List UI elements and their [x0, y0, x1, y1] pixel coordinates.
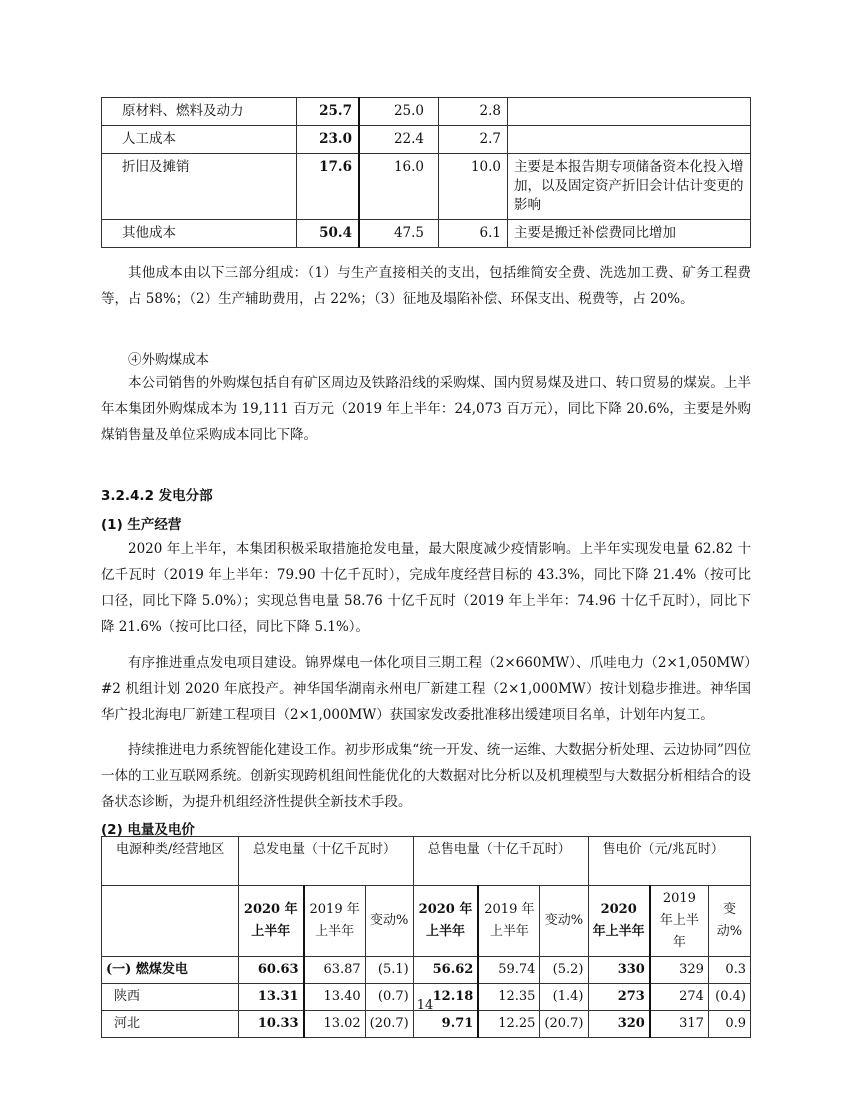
- header-change: 变动%: [365, 886, 413, 957]
- price-2020: 330: [588, 957, 650, 984]
- price-2019: 274: [650, 984, 709, 1011]
- cost-change: 6.1: [439, 220, 508, 248]
- cost-change: 10.0: [439, 154, 508, 220]
- gen-2019: 13.02: [304, 1011, 366, 1038]
- sales-2019: 59.74: [478, 957, 540, 984]
- cost-2019: 16.0: [359, 154, 439, 220]
- cost-note: 主要是本报告期专项储备资本化投入增加，以及固定资产折旧会计估计变更的影响: [508, 154, 751, 220]
- header-2019: 2019 年上半年: [478, 886, 540, 957]
- header-generation: 总发电量（十亿千瓦时）: [239, 837, 414, 886]
- header-2020: 2020 年上半年: [239, 886, 304, 957]
- header-empty: [102, 886, 239, 957]
- cost-item: 原材料、燃料及动力: [102, 98, 297, 126]
- table-row: [102, 957, 751, 984]
- cost-item: 其他成本: [102, 220, 297, 248]
- cost-note: [508, 126, 751, 154]
- price-2019: 329: [650, 957, 709, 984]
- other-cost-paragraph: 其他成本由以下三部分组成：（1）与生产直接相关的支出，包括维简安全费、洗选加工费、矿务工程费等，占 58%；（2）生产辅助费用，占 22%；（3）征地及塌陷补偿、环保支出、税费等，占 20%。: [101, 265, 751, 307]
- gen-2020: 60.63: [239, 957, 304, 984]
- table-row: [102, 220, 751, 248]
- section-heading: 3.2.4.2 发电分部: [101, 488, 213, 504]
- cost-2020: 23.0: [297, 126, 360, 154]
- gen-change: (5.1): [365, 957, 413, 984]
- price-2020: 273: [588, 984, 650, 1011]
- cost-item: 人工成本: [102, 126, 297, 154]
- header-change: 变动%: [540, 886, 588, 957]
- cost-2020: 25.7: [297, 98, 360, 126]
- cost-note: 主要是搬迁补偿费同比增加: [508, 220, 751, 248]
- table-header-row: [102, 837, 751, 886]
- table-subheader-row: [102, 886, 751, 957]
- header-type-region: 电源种类/经营地区: [102, 837, 239, 886]
- cost-2020: 17.6: [297, 154, 360, 220]
- sales-2020: 12.18: [413, 984, 478, 1011]
- header-sales: 总售电量（十亿千瓦时）: [413, 837, 588, 886]
- cost-2019: 22.4: [359, 126, 439, 154]
- gen-change: (0.7): [365, 984, 413, 1011]
- header-2019: 2019 年上半年: [650, 886, 709, 957]
- cost-change: 2.8: [439, 98, 508, 126]
- table-row: [102, 154, 751, 220]
- purchased-coal-title: ④外购煤成本: [128, 352, 209, 368]
- production-paragraph-3: 持续推进电力系统智能化建设工作。初步形成集“统一开发、统一运维、大数据分析处理、云边协同”四位一体的工业互联网系统。创新实现跨机组间性能优化的大数据对比分析以及机理模型与大数据分析相结合的设备状态诊断，为提升机组经济性提供全新技术手段。: [101, 742, 751, 810]
- cost-2019: 47.5: [359, 220, 439, 248]
- page-number: 14: [416, 998, 434, 1013]
- cost-change: 2.7: [439, 126, 508, 154]
- cost-2019: 25.0: [359, 98, 439, 126]
- price-change: 0.3: [708, 957, 750, 984]
- header-2019: 2019 年上半年: [304, 886, 366, 957]
- cost-item: 折旧及摊销: [102, 154, 297, 220]
- region-name: 河北: [102, 1011, 239, 1038]
- purchased-coal-paragraph: 本公司销售的外购煤包括自有矿区周边及铁路沿线的采购煤、国内贸易煤及进口、转口贸易的煤炭。上半年本集团外购煤成本为 19,111 百万元（2019 年上半年：24,073 百万元），同比下降 20.6%，主要是外购煤销售量及单位采购成本同比下降。: [101, 375, 751, 443]
- region-name: 陕西: [102, 984, 239, 1011]
- price-2019: 317: [650, 1011, 709, 1038]
- header-2020: 2020 年上半年: [413, 886, 478, 957]
- production-paragraph-2: 有序推进重点发电项目建设。锦界煤电一体化项目三期工程（2×660MW）、爪哇电力（2×1,050MW）#2 机组计划 2020 年底投产。神华国华湖南永州电厂新建工程（2×1,000MW）按计划稳步推进。神华国华广投北海电厂新建工程项目（2×1,000MW）获国家发改委批准移出缓建项目名单，计划年内复工。: [101, 655, 751, 723]
- gen-2019: 13.40: [304, 984, 366, 1011]
- sales-2019: 12.25: [478, 1011, 540, 1038]
- sales-2020: 9.71: [413, 1011, 478, 1038]
- sales-change: (5.2): [540, 957, 588, 984]
- sales-2019: 12.35: [478, 984, 540, 1011]
- region-name: (一) 燃煤发电: [102, 957, 239, 984]
- sales-change: (1.4): [540, 984, 588, 1011]
- price-change: 0.9: [708, 1011, 750, 1038]
- gen-2020: 10.33: [239, 1011, 304, 1038]
- cost-table: [101, 97, 751, 248]
- gen-change: (20.7): [365, 1011, 413, 1038]
- table-row: [102, 98, 751, 126]
- header-price: 售电价（元/兆瓦时）: [588, 837, 751, 886]
- production-paragraph-1: 2020 年上半年，本集团积极采取措施抢发电量，最大限度减少疫情影响。上半年实现发电量 62.82 十亿千瓦时（2019 年上半年：79.90 十亿千瓦时），完成年度经营目标的 43.3%，同比下降 21.4%（按可比口径，同比下降 5.0%）；实现总售电量 58.76 十亿千瓦时（2019 年上半年：74.96 十亿千瓦时），同比下降 21.6%（按可比口径，同比下降 5.1%）。: [101, 541, 751, 635]
- price-change: (0.4): [708, 984, 750, 1011]
- header-change: 变动%: [708, 886, 750, 957]
- gen-2019: 63.87: [304, 957, 366, 984]
- price-2020: 320: [588, 1011, 650, 1038]
- cost-2020: 50.4: [297, 220, 360, 248]
- sales-change: (20.7): [540, 1011, 588, 1038]
- gen-2020: 13.31: [239, 984, 304, 1011]
- header-2020: 2020 年上半年: [588, 886, 650, 957]
- table-row: [102, 1011, 751, 1038]
- table-row: [102, 126, 751, 154]
- cost-note: [508, 98, 751, 126]
- subsection-heading-production: (1) 生产经营: [101, 517, 182, 533]
- sales-2020: 56.62: [413, 957, 478, 984]
- subsection-heading-power: (2) 电量及电价: [101, 822, 195, 838]
